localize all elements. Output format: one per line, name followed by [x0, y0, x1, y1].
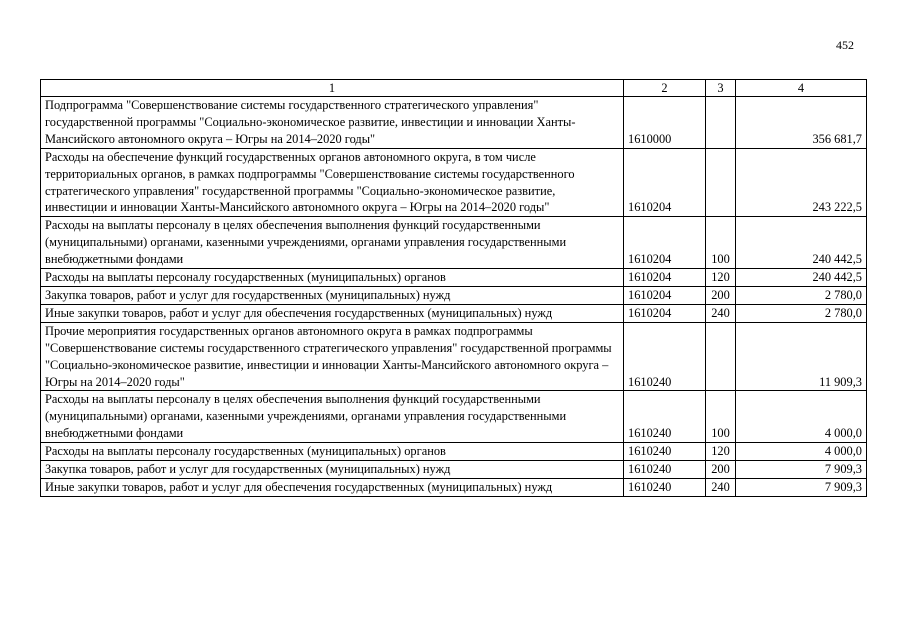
table-header-row — [41, 80, 867, 97]
table-row — [41, 286, 867, 304]
table-row — [41, 461, 867, 479]
row-expense-type: 120 — [706, 443, 736, 461]
row-amount: 4 000,0 — [736, 443, 867, 461]
row-expense-type: 240 — [706, 478, 736, 496]
row-description: Иные закупки товаров, работ и услуг для обеспечения государственных (муниципальных) нужд — [41, 304, 624, 322]
row-description: Расходы на выплаты персоналу государственных (муниципальных) органов — [41, 443, 624, 461]
row-target-code: 1610240 — [624, 461, 706, 479]
row-target-code: 1610000 — [624, 97, 706, 149]
row-amount: 243 222,5 — [736, 148, 867, 217]
table-row — [41, 391, 867, 443]
row-description: Закупка товаров, работ и услуг для государственных (муниципальных) нужд — [41, 461, 624, 479]
table-row — [41, 304, 867, 322]
row-description: Закупка товаров, работ и услуг для государственных (муниципальных) нужд — [41, 286, 624, 304]
row-expense-type: 120 — [706, 269, 736, 287]
budget-table — [40, 79, 867, 497]
row-expense-type: 100 — [706, 391, 736, 443]
row-description: Расходы на обеспечение функций государственных органов автономного округа, в том числе территориальных органов, в рамках подпрограммы "Совершенствование системы государственного стратегического управления" государственной программы "Социально-экономическое развитие, инвестиции и инновации Ханты-Мансийского автономного округа – Югры на 2014–2020 годы" — [41, 148, 624, 217]
row-expense-type — [706, 322, 736, 391]
row-amount: 240 442,5 — [736, 269, 867, 287]
row-expense-type: 100 — [706, 217, 736, 269]
row-amount: 356 681,7 — [736, 97, 867, 149]
row-expense-type — [706, 148, 736, 217]
page-number: 452 — [836, 38, 854, 52]
table-row — [41, 443, 867, 461]
row-amount: 4 000,0 — [736, 391, 867, 443]
row-amount: 7 909,3 — [736, 478, 867, 496]
row-target-code: 1610240 — [624, 478, 706, 496]
row-target-code: 1610204 — [624, 269, 706, 287]
row-description: Расходы на выплаты персоналу государственных (муниципальных) органов — [41, 269, 624, 287]
header-col-4: 4 — [736, 80, 867, 97]
row-amount: 2 780,0 — [736, 304, 867, 322]
table-row — [41, 269, 867, 287]
row-amount: 11 909,3 — [736, 322, 867, 391]
table-row — [41, 322, 867, 391]
row-description: Подпрограмма "Совершенствование системы государственного стратегического управления" государственной программы "Социально-экономическое развитие, инвестиции и инновации Ханты-Мансийского автономного округа – Югры на 2014–2020 годы" — [41, 97, 624, 149]
row-target-code: 1610240 — [624, 443, 706, 461]
row-expense-type: 240 — [706, 304, 736, 322]
header-col-1: 1 — [41, 80, 624, 97]
row-target-code: 1610204 — [624, 148, 706, 217]
header-col-2: 2 — [624, 80, 706, 97]
row-description: Прочие мероприятия государственных органов автономного округа в рамках подпрограммы "Совершенствование системы государственного стратегического управления" государственной программы "Социально-экономическое развитие, инвестиции и инновации Ханты-Мансийского автономного округа – Югры на 2014–2020 годы" — [41, 322, 624, 391]
row-expense-type: 200 — [706, 286, 736, 304]
row-target-code: 1610240 — [624, 391, 706, 443]
header-col-3: 3 — [706, 80, 736, 97]
table-row — [41, 97, 867, 149]
row-description: Расходы на выплаты персоналу в целях обеспечения выполнения функций государственными (муниципальными) органами, казенными учреждениями, органами управления государственными внебюджетными фондами — [41, 217, 624, 269]
row-expense-type — [706, 97, 736, 149]
row-description: Иные закупки товаров, работ и услуг для обеспечения государственных (муниципальных) нужд — [41, 478, 624, 496]
row-target-code: 1610204 — [624, 286, 706, 304]
row-target-code: 1610240 — [624, 322, 706, 391]
table-row — [41, 217, 867, 269]
row-target-code: 1610204 — [624, 217, 706, 269]
row-description: Расходы на выплаты персоналу в целях обеспечения выполнения функций государственными (муниципальными) органами, казенными учреждениями, органами управления государственными внебюджетными фондами — [41, 391, 624, 443]
table-row — [41, 478, 867, 496]
row-amount: 240 442,5 — [736, 217, 867, 269]
table-row — [41, 148, 867, 217]
row-target-code: 1610204 — [624, 304, 706, 322]
row-amount: 2 780,0 — [736, 286, 867, 304]
row-expense-type: 200 — [706, 461, 736, 479]
row-amount: 7 909,3 — [736, 461, 867, 479]
